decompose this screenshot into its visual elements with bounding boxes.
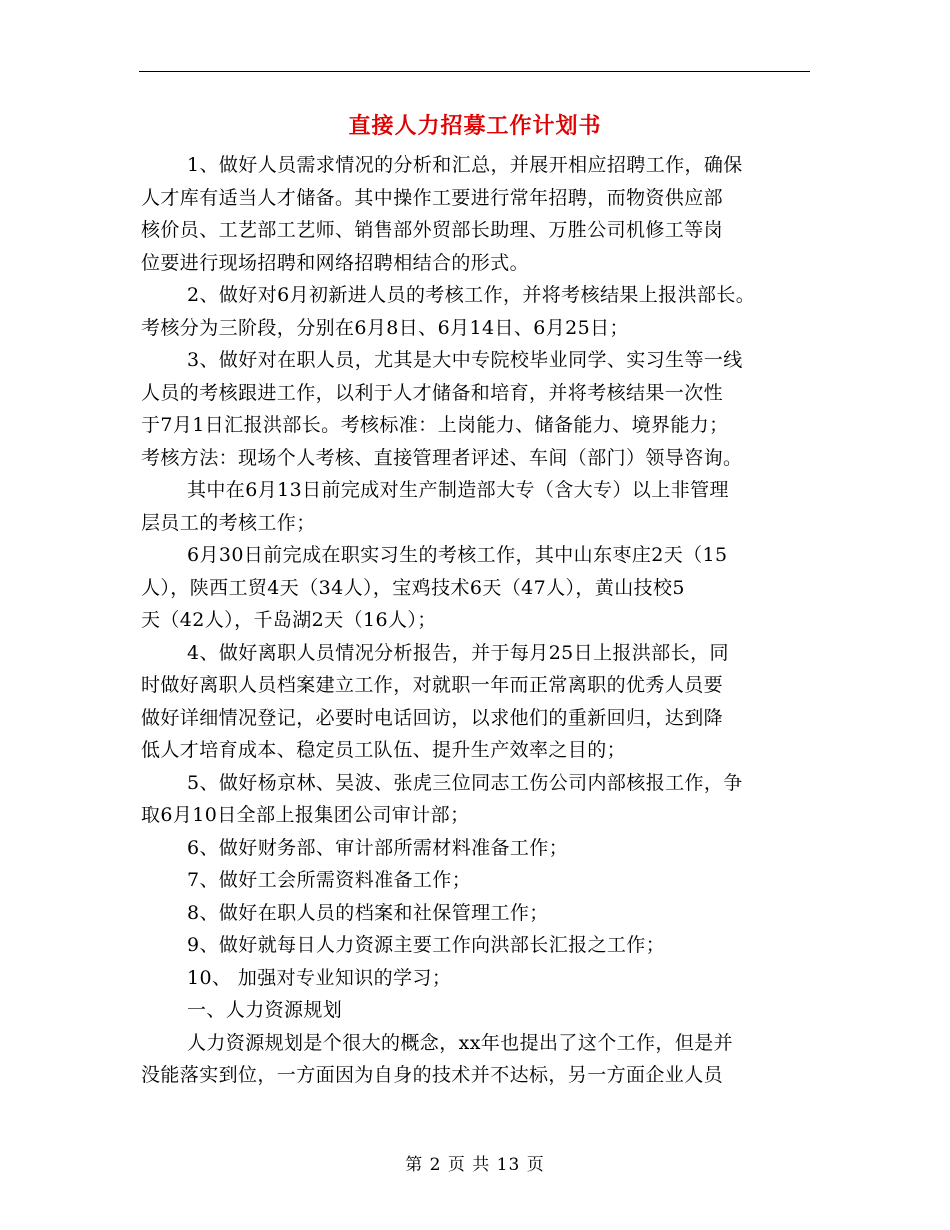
body-line: 考核分为三阶段，分别在6月8日、6月14日、6月25日； [141, 316, 629, 339]
body-line: 做好详细情况登记，必要时电话回访，以求他们的重新回归，达到降 [141, 706, 724, 729]
body-line: 取6月10日全部上报集团公司审计部； [141, 804, 470, 826]
document-title: 直接人力招募工作计划书 [348, 113, 602, 139]
body-line: 其中在6月13日前完成对生产制造部大专（含大专）以上非管理 [187, 479, 729, 501]
body-line: 6、做好财务部、审计部所需材料准备工作； [187, 836, 569, 859]
body-line: 考核方法：现场个人考核、直接管理者评述、车间（部门）领导咨询。 [141, 446, 743, 469]
body-line: 低人才培育成本、稳定员工队伍、提升生产效率之目的； [141, 739, 627, 761]
body-line: 一、人力资源规划 [187, 999, 343, 1021]
header-rule [139, 71, 810, 72]
body-line: 7、做好工会所需资料准备工作； [187, 869, 472, 891]
body-line: 1、做好人员需求情况的分析和汇总，并展开相应招聘工作，确保 [187, 154, 743, 176]
body-line: 人才库有适当人才储备。其中操作工要进行常年招聘，而物资供应部 [141, 186, 724, 209]
body-line: 人），陕西工贸4天（34人），宝鸡技术6天（47人），黄山技校5 [141, 576, 685, 599]
body-line: 没能落实到位，一方面因为自身的技术并不达标，另一方面企业人员 [141, 1064, 724, 1086]
body-line: 2、做好对6月初新进人员的考核工作，并将考核结果上报洪部长。 [187, 284, 756, 306]
body-line: 于7月1日汇报洪部长。考核标准：上岗能力、储备能力、境界能力； [141, 414, 729, 436]
body-line: 3、做好对在职人员，尤其是大中专院校毕业同学、实习生等一线 [187, 349, 743, 371]
body-line: 人员的考核跟进工作，以利于人才储备和培育，并将考核结果一次性 [141, 381, 724, 404]
body-line: 9、做好就每日人力资源主要工作向洪部长汇报之工作； [187, 934, 666, 956]
body-line: 人力资源规划是个很大的概念，xx年也提出了这个工作，但是并 [187, 1031, 734, 1054]
body-line: 核价员、工艺部工艺师、销售部外贸部长助理、万胜公司机修工等岗 [141, 219, 724, 241]
body-line: 天（42人），千岛湖2天（16人）； [141, 609, 437, 631]
body-line: 5、做好杨京林、吴波、张虎三位同志工伤公司内部核报工作，争 [187, 771, 743, 794]
body-line: 位要进行现场招聘和网络招聘相结合的形式。 [141, 251, 530, 274]
document-body [141, 149, 813, 1092]
page-footer: 第 2 页 共 13 页 [405, 1155, 545, 1175]
body-line: 6月30日前完成在职实习生的考核工作，其中山东枣庄2天（15 [187, 544, 728, 566]
body-line: 10、 加强对专业知识的学习； [187, 966, 452, 989]
body-line: 层员工的考核工作； [141, 511, 316, 534]
body-line: 8、做好在职人员的档案和社保管理工作； [187, 901, 549, 924]
body-line: 4、做好离职人员情况分析报告，并于每月25日上报洪部长，同 [187, 641, 729, 664]
body-line: 时做好离职人员档案建立工作，对就职一年而正常离职的优秀人员要 [141, 674, 724, 696]
